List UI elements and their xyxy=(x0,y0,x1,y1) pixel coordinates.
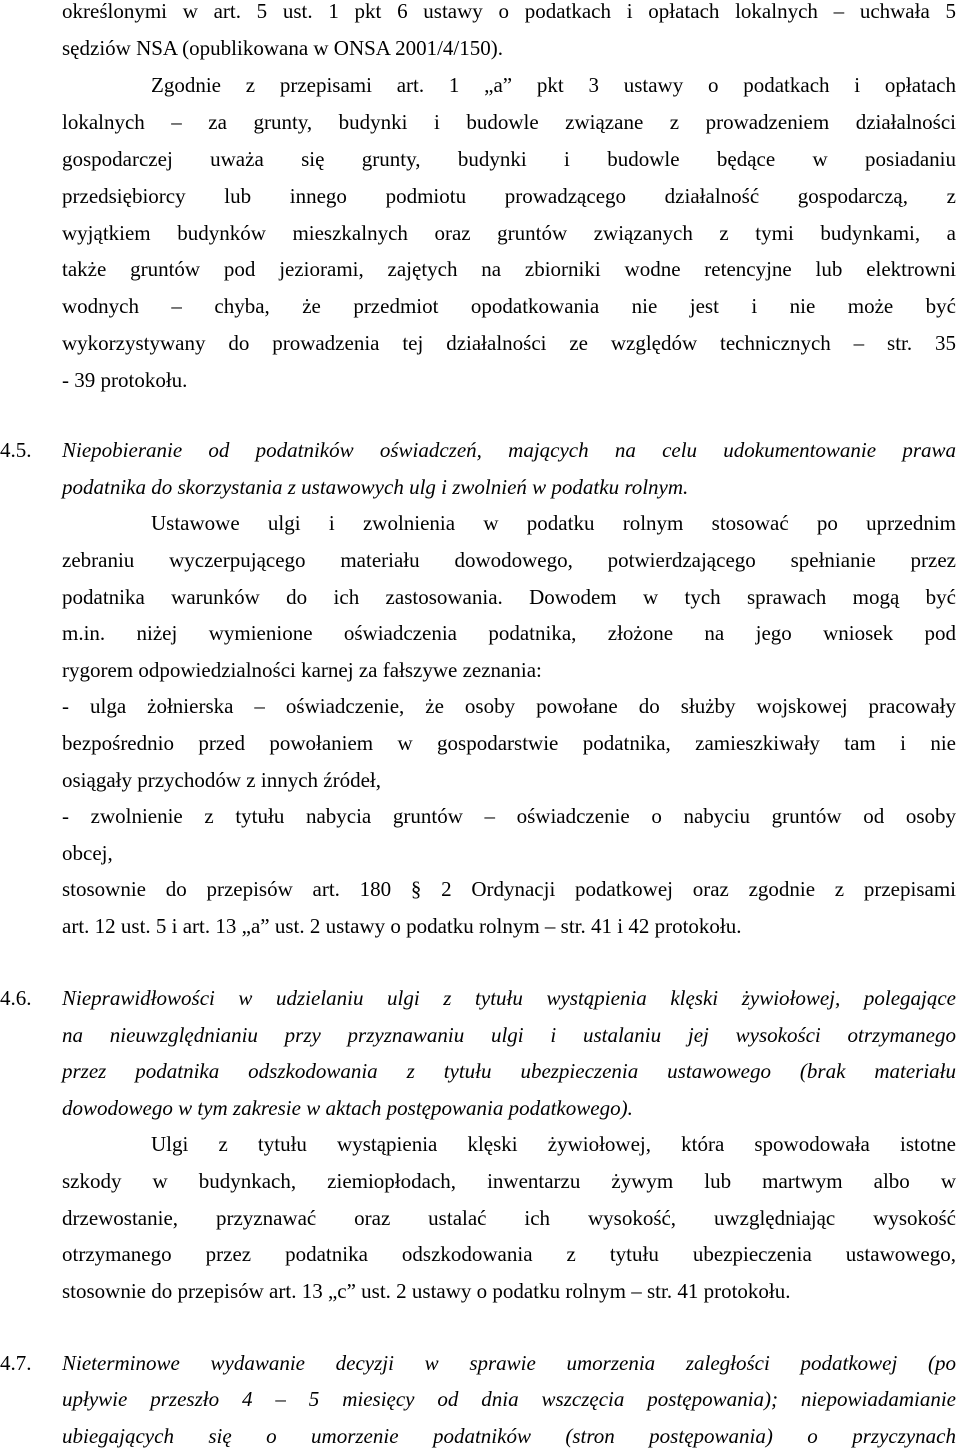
text-line: szkody w budynkach, ziemiopłodach, inwentarzu żywym lub martwym albo w xyxy=(62,1169,956,1193)
text-line: wykorzystywany do prowadzenia tej działalności ze względów technicznych – str. 35 xyxy=(62,331,956,355)
text-line: zebraniu wyczerpującego materiału dowodowego, potwierdzającego spełnianie przez xyxy=(62,548,956,572)
text-line: bezpośrednio przed powołaniem w gospodarstwie podatnika, zamieszkiwały tam i nie xyxy=(62,731,956,755)
text-line: Ustawowe ulgi i zwolnienia w podatku rolnym stosować po uprzednim xyxy=(151,511,956,535)
section-number: 4.5. xyxy=(0,438,32,462)
text-line: m.in. niżej wymienione oświadczenia podatnika, złożone na jego wniosek pod xyxy=(62,621,956,645)
text-line: wodnych – chyba, że przedmiot opodatkowania nie jest i nie może być xyxy=(62,294,956,318)
list-item: - zwolnienie z tytułu nabycia gruntów – oświadczenie o nabyciu gruntów od osoby xyxy=(62,804,956,828)
text-line: sędziów NSA (opublikowana w ONSA 2001/4/150). xyxy=(62,36,503,60)
section-number: 4.6. xyxy=(0,986,32,1010)
text-line: Ulgi z tytułu wystąpienia klęski żywiołowej, która spowodowała istotne xyxy=(151,1132,956,1156)
text-line: art. 12 ust. 5 i art. 13 „a” ust. 2 ustawy o podatku rolnym – str. 41 i 42 protokołu. xyxy=(62,914,742,938)
text-line: osiągały przychodów z innych źródeł, xyxy=(62,768,381,792)
text-line: drzewostanie, przyznawać oraz ustalać ich wysokość, uwzględniając wysokość xyxy=(62,1206,956,1230)
heading-line: Nieterminowe wydawanie decyzji w sprawie umorzenia zaległości podatkowej (po xyxy=(62,1351,956,1375)
heading-line: upływie przeszło 4 – 5 miesięcy od dnia wszczęcia postępowania); niepowiadamianie xyxy=(62,1387,956,1411)
text-line: stosownie do przepisów art. 180 § 2 Ordynacji podatkowej oraz zgodnie z przepisami xyxy=(62,877,956,901)
text-line: Zgodnie z przepisami art. 1 „a” pkt 3 ustawy o podatkach i opłatach xyxy=(151,73,956,97)
heading-line: podatnika do skorzystania z ustawowych ulg i zwolnień w podatku rolnym. xyxy=(62,475,689,499)
list-item: - ulga żołnierska – oświadczenie, że osoby powołane do służby wojskowej pracowały xyxy=(62,694,956,718)
text-line: otrzymanego przez podatnika odszkodowania z tytułu ubezpieczenia ustawowego, xyxy=(62,1242,956,1266)
text-line: podatnika warunków do ich zastosowania. Dowodem w tych sprawach mogą być xyxy=(62,585,956,609)
section-number: 4.7. xyxy=(0,1351,32,1375)
text-line: także gruntów pod jeziorami, zajętych na zbiorniki wodne retencyjne lub elektrowni xyxy=(62,257,956,281)
text-line: przedsiębiorcy lub innego podmiotu prowadzącego działalność gospodarczą, z xyxy=(62,184,956,208)
text-line: - 39 protokołu. xyxy=(62,368,188,392)
heading-line: dowodowego w tym zakresie w aktach postępowania podatkowego). xyxy=(62,1096,633,1120)
text-line: rygorem odpowiedzialności karnej za fałszywe zeznania: xyxy=(62,658,542,682)
text-line: określonymi w art. 5 ust. 1 pkt 6 ustawy o podatkach i opłatach lokalnych – uchwała 5 xyxy=(62,0,956,23)
text-line: obcej, xyxy=(62,841,113,865)
text-line: stosownie do przepisów art. 13 „c” ust. 2 ustawy o podatku rolnym – str. 41 protokołu. xyxy=(62,1279,791,1303)
heading-line: na nieuwzględnianiu przy przyznawaniu ulgi i ustalaniu jej wysokości otrzymanego xyxy=(62,1023,956,1047)
heading-line: przez podatnika odszkodowania z tytułu ubezpieczenia ustawowego (brak materiału xyxy=(62,1059,956,1083)
heading-line: Nieprawidłowości w udzielaniu ulgi z tytułu wystąpienia klęski żywiołowej, polegające xyxy=(62,986,956,1010)
heading-line: Niepobieranie od podatników oświadczeń, mających na celu udokumentowanie prawa xyxy=(62,438,956,462)
text-line: lokalnych – za grunty, budynki i budowle związane z prowadzeniem działalności xyxy=(62,110,956,134)
heading-line: ubiegających się o umorzenie podatników (stron postępowania) o przyczynach xyxy=(62,1424,956,1448)
text-line: wyjątkiem budynków mieszkalnych oraz gruntów związanych z tymi budynkami, a xyxy=(62,221,956,245)
text-line: gospodarczej uważa się grunty, budynki i budowle będące w posiadaniu xyxy=(62,147,956,171)
